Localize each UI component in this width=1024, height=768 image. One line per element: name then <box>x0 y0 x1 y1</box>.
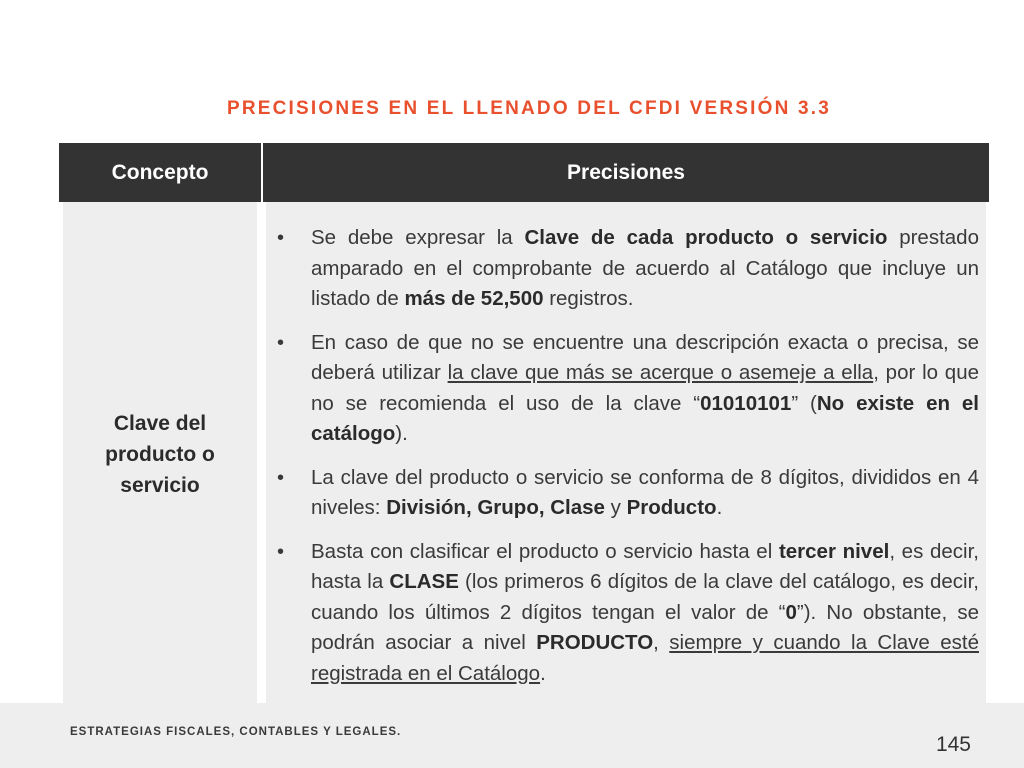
precisiones-table <box>56 143 992 715</box>
precision-item-4 <box>274 537 979 690</box>
bullet-icon: • <box>277 466 285 489</box>
header-concepto: Concepto <box>59 143 261 202</box>
text-run: , por lo que no se recomienda el uso de la clave “ <box>311 361 979 415</box>
text-run: . <box>716 496 723 519</box>
bold-run: Clave de cada producto o servicio <box>524 226 888 249</box>
text-run: Se debe expresar la <box>311 226 525 249</box>
text-run: (los primeros 6 dígitos de la clave del catálogo, es decir, cuando los últimos 2 dígitos tengan el valor de “ <box>311 570 979 624</box>
bold-run: División, Grupo, Clase <box>386 496 605 519</box>
bold-run: No existe en el catálogo <box>311 391 979 445</box>
bold-run: 01010101 <box>700 391 792 415</box>
text-run: registros. <box>543 287 634 310</box>
header-precisiones: Precisiones <box>263 143 989 202</box>
text-run: prestado amparado en el comprobante de acuerdo al Catálogo que incluye un listado de <box>311 226 979 310</box>
bullet-icon: • <box>277 331 285 354</box>
concepto-line-1: Clave del <box>113 412 207 435</box>
text-run: ). <box>395 422 408 445</box>
text-run: Basta con clasificar el producto o servicio hasta el <box>311 539 779 563</box>
bold-run: 0 <box>785 600 797 624</box>
precisiones-list <box>274 223 979 702</box>
text-run: ” ( <box>791 391 817 415</box>
footer-brand: ESTRATEGIAS FISCALES, CONTABLES Y LEGALES. <box>70 726 402 738</box>
precision-item-3 <box>274 463 979 524</box>
concepto-line-2: producto o <box>105 443 215 466</box>
concepto-text <box>85 408 235 501</box>
underlined-run: la clave que más se acerque o asemeje a ella <box>447 361 874 384</box>
bullet-icon: • <box>277 227 285 249</box>
text-run: , <box>653 631 670 654</box>
text-run: En caso de que no se encuentre una descripción exacta o precisa, se deberá utilizar <box>311 330 979 384</box>
precisiones-cell <box>266 202 986 707</box>
bold-run: Producto <box>626 496 717 519</box>
text-run: La clave del producto o servicio se conforma de 8 dígitos, divididos en 4 niveles: <box>311 465 979 519</box>
bullet-icon: • <box>277 540 285 563</box>
text-run: y <box>604 496 627 519</box>
concepto-line-3: servicio <box>120 474 200 497</box>
page-number: 145 <box>935 733 971 756</box>
underlined-run: siempre y cuando la Clave esté registrada en el Catálogo <box>311 631 979 685</box>
slide-title: PRECISIONES EN EL LLENADO DEL CFDI VERSIÓN 3.3 <box>226 98 832 119</box>
text-run: ”). No obstante, se podrán asociar a nivel <box>311 600 979 654</box>
bold-run: tercer nivel <box>778 539 890 563</box>
precision-item-2 <box>274 328 979 450</box>
text-run: , es decir, hasta la <box>311 539 979 593</box>
bold-run: PRODUCTO <box>536 631 654 654</box>
precision-item-1 <box>274 223 979 315</box>
bold-run: más de 52,500 <box>404 287 544 310</box>
concepto-cell <box>63 202 257 707</box>
bold-run: CLASE <box>389 570 459 593</box>
text-run: . <box>540 661 546 685</box>
